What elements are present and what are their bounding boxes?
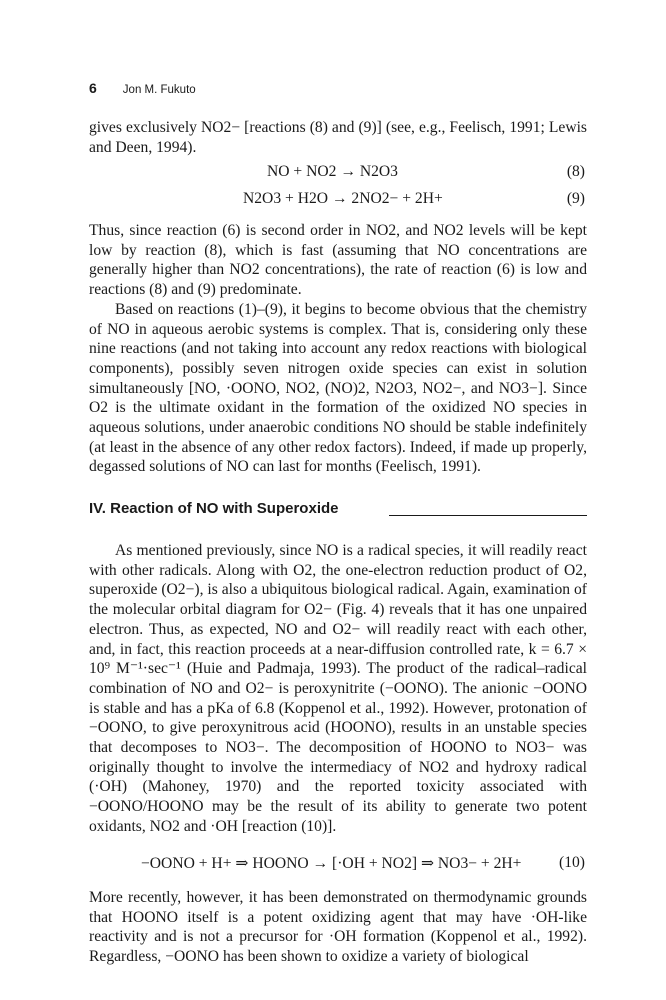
section-heading bbox=[89, 500, 587, 522]
equation-9-number: (9) bbox=[566, 190, 585, 207]
equation-10-formula: −OONO + H+ ⇒ HOONO → [·OH + NO2] ⇒ NO3− + 2H+ bbox=[141, 855, 522, 872]
equation-8 bbox=[89, 163, 587, 183]
equation-10-number: (10) bbox=[559, 854, 585, 871]
body-text-1 bbox=[89, 221, 587, 477]
section-title: IV. Reaction of NO with Superoxide bbox=[89, 500, 339, 517]
body-text-3 bbox=[89, 888, 587, 967]
paragraph-5: More recently, however, it has been demonstrated on thermodynamic grounds that HOONO itself is a potent oxidizing agent that may have ·OH-like reactivity and is not a precursor for ·OH formation (Koppenol et al., 1992). Regardless, −OONO has been shown to oxidize a variety of biological bbox=[89, 889, 587, 966]
running-author: Jon M. Fukuto bbox=[122, 84, 196, 96]
body-text-2 bbox=[89, 541, 587, 837]
running-header bbox=[89, 80, 196, 100]
equation-8-formula: NO + NO2 → N2O3 bbox=[267, 163, 398, 180]
equation-9-formula: N2O3 + H2O → 2NO2− + 2H+ bbox=[243, 190, 443, 207]
page-number: 6 bbox=[89, 80, 97, 96]
paragraph-3: Based on reactions (1)–(9), it begins to become obvious that the chemistry of NO in aqueous aerobic systems is complex. That is, considering only these nine reactions (and not taking into account any redox reactions with biological components), possibly seven nitrogen oxide species can exist in solution simultaneously [NO, ·OONO, NO2, (NO)2, N2O3, NO2−, and NO3−]. Since O2 is the ultimate oxidant in the formation of the oxidized NO species in aqueous solutions, under anaerobic conditions NO should be stable indefinitely (at least in the absence of any other redox factors). Indeed, if made up properly, degassed solutions of NO can last for months (Feelisch, 1991). bbox=[89, 300, 587, 476]
paragraph-1: gives exclusively NO2− [reactions (8) and (9)] (see, e.g., Feelisch, 1991; Lewis and Deen, 1994). bbox=[89, 119, 587, 156]
paragraph-1-block bbox=[89, 118, 587, 157]
paragraph-2: Thus, since reaction (6) is second order in NO2, and NO2 levels will be kept low by reaction (8), which is fast (assuming that NO concentrations are generally higher than NO2 concentrations), the rate of reaction (6) is low and reactions (8) and (9) predominate. bbox=[89, 222, 587, 299]
section-rule bbox=[389, 515, 587, 516]
equation-10 bbox=[89, 854, 587, 874]
paragraph-4: As mentioned previously, since NO is a radical species, it will readily react with other radicals. Along with O2, the one-electron reduction product of O2, superoxide (O2−), is also a ubiquitous biological radical. Again, examination of the molecular orbital diagram for O2− (Fig. 4) reveals that it has one unpaired electron. Thus, as expected, NO and O2− will readily react with each other, and, in fact, this reaction proceeds at a near-diffusion controlled rate, k = 6.7 × 10⁹ M⁻¹·sec⁻¹ (Huie and Padmaja, 1993). The product of the radical–radical combination of NO and O2− is peroxynitrite (−OONO). The anionic −OONO is stable and has a pKa of 6.8 (Koppenol et al., 1992). However, protonation of −OONO, to give peroxynitrous acid (HOONO), results in an unstable species that decomposes to NO3−. The decomposition of HOONO to NO3− was originally thought to involve the intermediacy of NO2 and hydroxy radical (·OH) (Mahoney, 1970) and the reported toxicity associated with −OONO/HOONO may be the result of its ability to generate two potent oxidants, NO2 and ·OH [reaction (10)]. bbox=[89, 542, 587, 835]
equation-8-number: (8) bbox=[566, 163, 585, 180]
equation-9 bbox=[89, 190, 587, 210]
